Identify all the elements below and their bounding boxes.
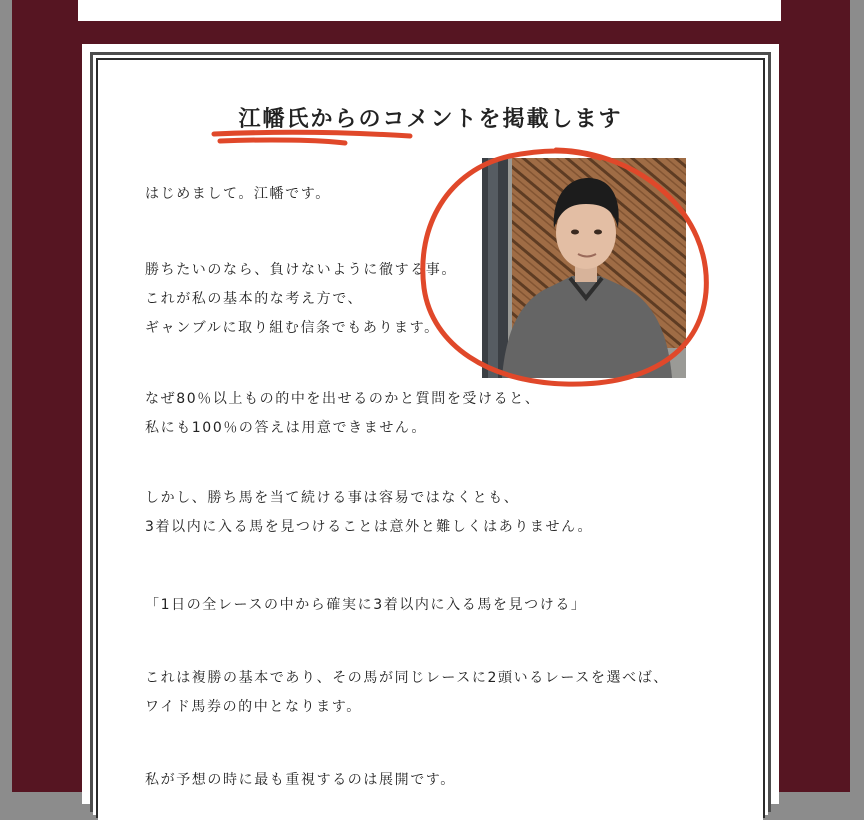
text-line: 勝ちたいのなら、負けないように徹する事。 bbox=[145, 262, 457, 278]
text-line: これが私の基本的な考え方で、 bbox=[145, 291, 364, 307]
paragraph-winning-horse bbox=[145, 484, 593, 542]
text-line: しかし、勝ち馬を当て続ける事は容易ではなくとも、 bbox=[145, 490, 520, 506]
paragraph-development bbox=[145, 766, 456, 795]
text-line: これは複勝の基本であり、その馬が同じレースに2頭いるレースを選べば、 bbox=[145, 670, 669, 686]
article-heading: 江幡氏からのコメントを掲載します bbox=[238, 107, 623, 132]
text-line: 私が予想の時に最も重視するのは展開です。 bbox=[145, 772, 456, 788]
portrait-photo bbox=[482, 158, 686, 378]
text-line: ギャンブルに取り組む信条でもあります。 bbox=[145, 320, 440, 336]
text-line: はじめまして。江幡です。 bbox=[145, 186, 331, 202]
paragraph-philosophy bbox=[145, 256, 457, 343]
article-content bbox=[98, 60, 763, 820]
previous-section-edge bbox=[78, 0, 781, 21]
paragraph-quote bbox=[145, 591, 587, 620]
paragraph-place-bet bbox=[145, 664, 669, 722]
text-line: 「1日の全レースの中から確実に3着以内に入る馬を見つける」 bbox=[145, 597, 587, 613]
text-line: 私にも100％の答えは用意できません。 bbox=[145, 420, 427, 436]
paragraph-intro bbox=[145, 180, 331, 209]
paragraph-hit-rate bbox=[145, 385, 540, 443]
text-line: 3着以内に入る馬を見つけることは意外と難しくはありません。 bbox=[145, 519, 594, 535]
text-line: ワイド馬券の的中となります。 bbox=[145, 699, 362, 715]
text-line: なぜ80％以上もの的中を出せるのかと質問を受けると、 bbox=[145, 391, 541, 407]
